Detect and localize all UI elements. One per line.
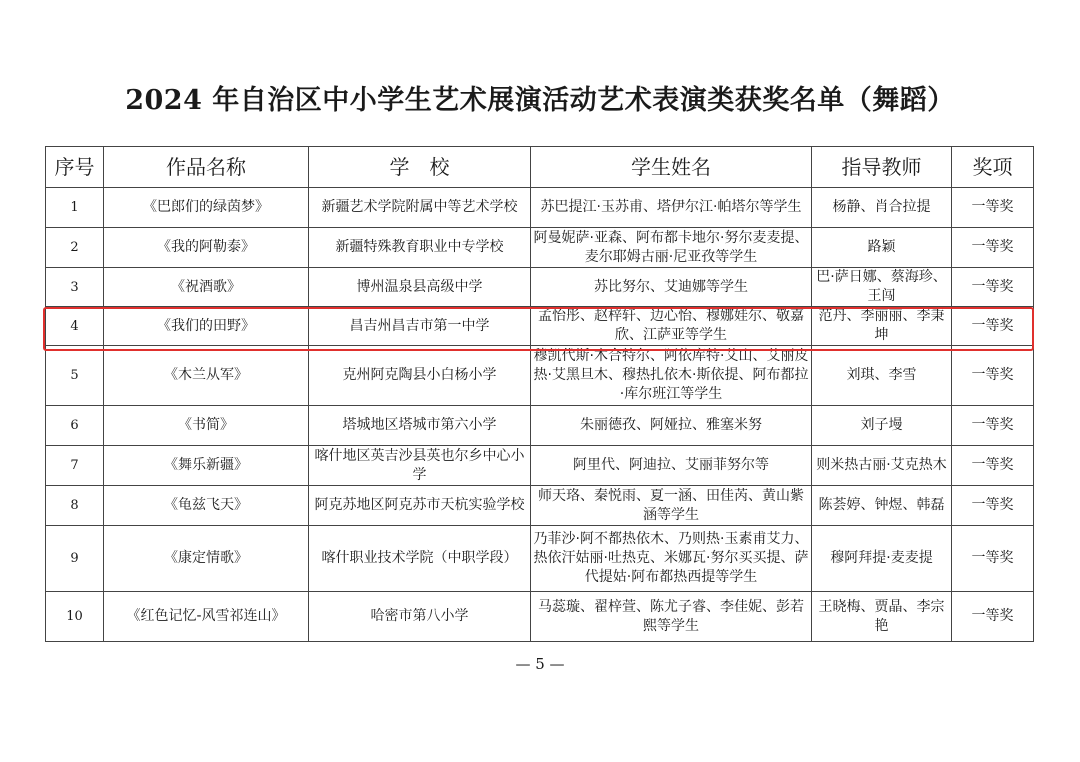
page-number: — 5 — [515, 655, 565, 673]
teacher-names: 穆阿拜提·麦麦提 [812, 526, 952, 592]
table-row [46, 346, 1034, 406]
row-index: 10 [46, 592, 104, 642]
school-name: 喀什职业技术学院（中职学段） [309, 526, 531, 592]
award-level: 一等奖 [952, 526, 1034, 592]
work-title: 《康定情歌》 [104, 526, 309, 592]
student-names: 苏比努尔、艾迪娜等学生 [531, 268, 812, 307]
award-level: 一等奖 [952, 268, 1034, 307]
table-row [46, 526, 1034, 592]
teacher-names: 则米热古丽·艾克热木 [812, 446, 952, 486]
header-students: 学生姓名 [531, 147, 812, 188]
work-title: 《龟兹飞天》 [104, 486, 309, 526]
teacher-names: 陈荟婷、钟煜、韩磊 [812, 486, 952, 526]
award-level: 一等奖 [952, 446, 1034, 486]
table-row [46, 188, 1034, 228]
school-name: 新疆特殊教育职业中专学校 [309, 228, 531, 268]
award-level: 一等奖 [952, 228, 1034, 268]
table-row [46, 268, 1034, 307]
student-names: 朱丽德孜、阿娅拉、雅塞米努 [531, 406, 812, 446]
school-name: 喀什地区英吉沙县英也尔乡中心小学 [309, 446, 531, 486]
table-row [46, 486, 1034, 526]
student-names: 穆凯代斯·木合特尔、阿依库特·艾山、艾丽皮热·艾黑旦木、穆热扎依木·斯依提、阿布都拉·库尔班江等学生 [531, 346, 812, 406]
student-names: 乃菲沙·阿不都热依木、乃则热·玉素甫艾力、热依汗姑丽·吐热克、米娜瓦·努尔买买提、萨代提姑·阿布都热西提等学生 [531, 526, 812, 592]
table-row-highlighted [46, 307, 1034, 346]
table-header-row [46, 147, 1034, 188]
student-names: 苏巴提江·玉苏甫、塔伊尔江·帕塔尔等学生 [531, 188, 812, 228]
school-name: 阿克苏地区阿克苏市天杭实验学校 [309, 486, 531, 526]
row-index: 3 [46, 268, 104, 307]
award-level: 一等奖 [952, 592, 1034, 642]
work-title: 《巴郎们的绿茵梦》 [104, 188, 309, 228]
school-name: 哈密市第八小学 [309, 592, 531, 642]
teacher-names: 刘子墁 [812, 406, 952, 446]
header-award: 奖项 [952, 147, 1034, 188]
table-row [46, 446, 1034, 486]
student-names: 马蕊璇、翟梓萱、陈尤子睿、李佳妮、彭若熙等学生 [531, 592, 812, 642]
document-title: 2024 年自治区中小学生艺术展演活动艺术表演类获奖名单（舞蹈） [125, 85, 955, 116]
school-name: 博州温泉县高级中学 [309, 268, 531, 307]
row-index: 7 [46, 446, 104, 486]
work-title: 《木兰从军》 [104, 346, 309, 406]
award-level: 一等奖 [952, 346, 1034, 406]
award-table [45, 146, 1034, 642]
work-title: 《我的阿勒泰》 [104, 228, 309, 268]
teacher-names: 巴·萨日娜、蔡海珍、王闯 [812, 268, 952, 307]
row-index: 2 [46, 228, 104, 268]
student-names: 孟怡彤、赵梓轩、边心怡、穆娜娃尔、敬嘉欣、江萨亚等学生 [531, 307, 812, 346]
row-index: 5 [46, 346, 104, 406]
work-title: 《书简》 [104, 406, 309, 446]
header-teachers: 指导教师 [812, 147, 952, 188]
teacher-names: 范丹、李丽丽、李秉坤 [812, 307, 952, 346]
work-title: 《红色记忆-风雪祁连山》 [104, 592, 309, 642]
award-level: 一等奖 [952, 406, 1034, 446]
teacher-names: 王晓梅、贾晶、李宗艳 [812, 592, 952, 642]
row-index: 6 [46, 406, 104, 446]
header-index: 序号 [46, 147, 104, 188]
school-name: 塔城地区塔城市第六小学 [309, 406, 531, 446]
school-name: 昌吉州昌吉市第一中学 [309, 307, 531, 346]
header-school: 学 校 [309, 147, 531, 188]
award-level: 一等奖 [952, 486, 1034, 526]
school-name: 克州阿克陶县小白杨小学 [309, 346, 531, 406]
row-index: 9 [46, 526, 104, 592]
work-title: 《祝酒歌》 [104, 268, 309, 307]
student-names: 师天珞、秦悦雨、夏一涵、田佳芮、黄山紫涵等学生 [531, 486, 812, 526]
work-title: 《舞乐新疆》 [104, 446, 309, 486]
award-level: 一等奖 [952, 188, 1034, 228]
table-row [46, 406, 1034, 446]
teacher-names: 杨静、肖合拉提 [812, 188, 952, 228]
teacher-names: 路颖 [812, 228, 952, 268]
student-names: 阿曼妮萨·亚森、阿布都卡地尔·努尔麦麦提、麦尔耶姆古丽·尼亚孜等学生 [531, 228, 812, 268]
school-name: 新疆艺术学院附属中等艺术学校 [309, 188, 531, 228]
row-index: 8 [46, 486, 104, 526]
table-row [46, 592, 1034, 642]
row-index: 1 [46, 188, 104, 228]
work-title: 《我们的田野》 [104, 307, 309, 346]
table-row [46, 228, 1034, 268]
header-work-title: 作品名称 [104, 147, 309, 188]
award-level: 一等奖 [952, 307, 1034, 346]
student-names: 阿里代、阿迪拉、艾丽菲努尔等 [531, 446, 812, 486]
row-index: 4 [46, 307, 104, 346]
teacher-names: 刘琪、李雪 [812, 346, 952, 406]
